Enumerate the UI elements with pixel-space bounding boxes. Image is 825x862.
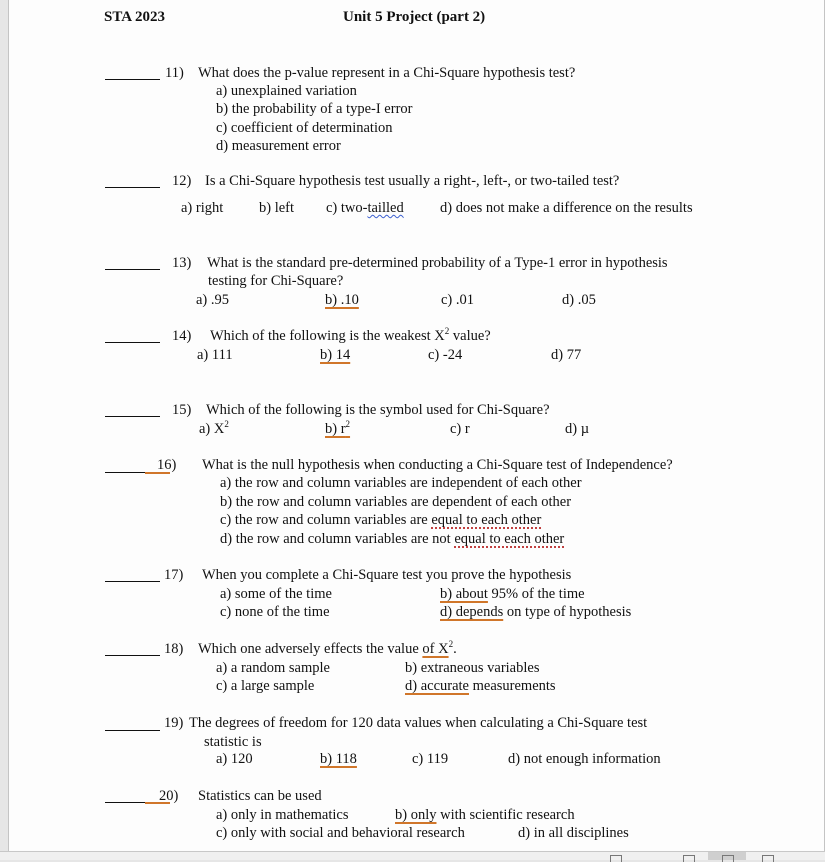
option-c: c) r [450,421,470,437]
question-number: 11) [165,65,184,81]
option-a: a) .95 [196,292,230,308]
grammar-flag: equal to each other [431,512,542,528]
option-c: c) -24 [428,347,463,363]
answer-blank-17[interactable] [105,581,160,582]
question-number: 20) [159,788,179,804]
option-a: a) the row and column variables are independent of each other [220,475,582,491]
question-text: When you complete a Chi-Square test you prove the hypothesis [202,567,572,583]
spelling-flag: tailled [367,200,404,216]
answer-blank-13[interactable] [105,269,160,270]
option-d: d) accurate measurements [405,678,556,694]
answer-blank-18[interactable] [105,655,160,656]
option-a: a) 111 [197,347,233,363]
question-number: 18) [164,641,184,657]
question-text: Which of the following is the symbol used for Chi-Square? [206,402,550,418]
option-b: b) extraneous variables [405,660,540,676]
option-b: b) the row and column variables are dependent of each other [220,494,572,510]
answer-blank-20[interactable] [105,802,145,803]
question-text-line1: What is the standard pre-determined probability of a Type-1 error in hypothesis [207,255,668,271]
answer-blank-11[interactable] [105,79,160,80]
option-c: c) a large sample [216,678,315,694]
question-number: 19) [164,715,184,731]
question-number: 15) [172,402,192,418]
option-a: a) $X^2$ [199,419,229,437]
option-d: d) 77 [551,347,582,363]
question-text-line2: testing for Chi-Square? [208,273,344,289]
option-b: b) left [259,200,295,216]
question-number: 16) [157,457,177,473]
grammar-flag: equal to each other [454,531,565,547]
option-b: b) about 95% of the time [440,586,585,602]
document-title: Unit 5 Project (part 2) [343,9,486,25]
answer-blank-12[interactable] [105,187,160,188]
question-text: Is a Chi-Square hypothesis test usually a right-, left-, or two-tailed test? [205,173,620,189]
option-d: d) .05 [562,292,596,308]
option-c: c) the row and column variables are equal to each other [220,512,542,528]
option-b: b) only with scientific research [395,807,575,823]
question-number: 14) [172,328,192,344]
option-a: a) unexplained variation [216,83,357,99]
option-b: b) $r^2$ [325,419,351,437]
option-c: c) .01 [441,292,475,308]
option-d: d) µ [565,421,590,437]
option-d: d) in all disciplines [518,825,629,841]
question-text: What is the null hypothesis when conducting a Chi-Square test of Independence? [202,457,673,473]
course-code: STA 2023 [104,9,165,25]
question-text-line1: The degrees of freedom for 120 data values when calculating a Chi-Square test [189,715,648,731]
option-b: b) 118 [320,751,357,767]
option-b: b) the probability of a type-I error [216,101,413,117]
option-a: a) right [181,200,224,216]
question-text: What does the p-value represent in a Chi-Square hypothesis test? [198,65,576,81]
question-text: Statistics can be used [198,788,322,804]
option-c: c) two-tailled [326,200,404,216]
option-a: a) some of the time [220,586,332,602]
option-a: a) 120 [216,751,253,767]
option-a: a) a random sample [216,660,330,676]
answer-blank-16[interactable] [105,472,145,473]
option-d: d) depends on type of hypothesis [440,604,632,620]
option-d: d) not enough information [508,751,661,767]
option-a: a) only in mathematics [216,807,349,823]
answer-blank-19[interactable] [105,730,160,731]
option-d: d) measurement error [216,138,341,154]
option-c: c) coefficient of determination [216,120,393,136]
option-d: d) the row and column variables are not equal to each other [220,531,565,547]
option-b: b) .10 [325,292,359,308]
question-number: 17) [164,567,184,583]
question-number: 13) [172,255,192,271]
option-b: b) 14 [320,347,351,363]
question-number: 12) [172,173,192,189]
question-text: Which one adversely effects the value of $X^2$. [198,639,457,657]
question-text-line2: statistic is [204,734,262,750]
option-d: d) does not make a difference on the results [440,200,693,216]
answer-blank-14[interactable] [105,342,160,343]
answer-blank-15[interactable] [105,416,160,417]
option-c: c) only with social and behavioral research [216,825,465,841]
question-text: Which of the following is the weakest $X^2$ value? [210,326,491,344]
option-c: c) none of the time [220,604,330,620]
option-c: c) 119 [412,751,449,767]
